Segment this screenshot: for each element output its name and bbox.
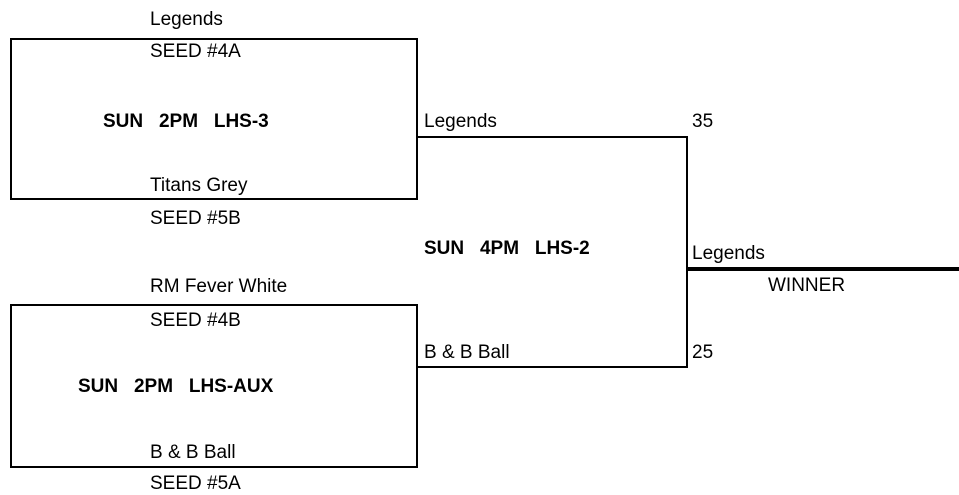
final-vertical-line (686, 136, 688, 368)
game1-team-top: Legends (150, 9, 223, 30)
game1-team-bottom: Titans Grey (150, 175, 248, 196)
game1-seed-bottom: SEED #5B (150, 208, 241, 229)
game2-team-top: RM Fever White (150, 276, 288, 297)
final-top-line (418, 136, 688, 138)
game2-team-bottom: B & B Ball (150, 442, 236, 463)
winner-team: Legends (692, 243, 765, 264)
game2-schedule: SUN 2PM LHS-AUX (78, 376, 274, 397)
final-schedule: SUN 4PM LHS-2 (424, 238, 590, 259)
final-score-bottom: 25 (692, 342, 714, 363)
final-team-top: Legends (424, 111, 497, 132)
winner-line (686, 267, 959, 271)
final-team-bottom: B & B Ball (424, 342, 510, 363)
winner-label: WINNER (768, 275, 846, 296)
game1-seed-top: SEED #4A (150, 41, 241, 62)
game2-seed-top: SEED #4B (150, 310, 241, 331)
final-bottom-line (418, 366, 688, 368)
game1-schedule: SUN 2PM LHS-3 (103, 111, 269, 132)
game2-seed-bottom: SEED #5A (150, 473, 241, 494)
final-score-top: 35 (692, 111, 714, 132)
